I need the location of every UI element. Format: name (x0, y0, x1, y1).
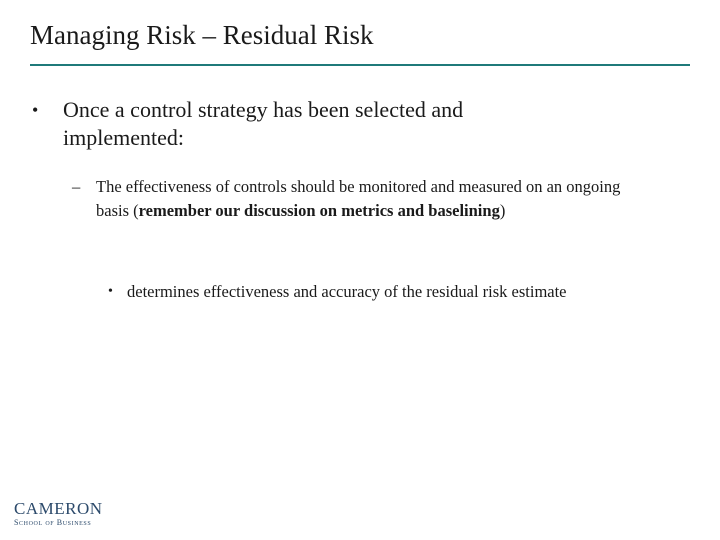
bullet-text-close: ) (499, 201, 506, 220)
bullet-marker: • (108, 284, 113, 299)
cameron-logo (14, 500, 114, 528)
bullet-text-bold: remember our discussion on metrics and baselining (138, 201, 500, 220)
logo-main-text: CAMERON (14, 499, 103, 518)
dash-marker: – (72, 177, 81, 196)
bullet-text-plain: The effectiveness of controls should be monitored and measured on an ongoing basis ( (96, 177, 621, 220)
bullet-text: Once a control strategy has been selected and implemented: (63, 97, 464, 150)
slide-title: Managing Risk – Residual Risk (30, 20, 374, 50)
bullet-level-3 (108, 280, 628, 304)
title-divider (30, 64, 690, 66)
bullet-text (96, 175, 632, 223)
logo-sub-text: School of Business (14, 518, 92, 527)
bullet-level-2 (72, 175, 632, 223)
bullet-marker: • (32, 100, 39, 120)
bullet-level-1 (32, 96, 552, 152)
bullet-text: determines effectiveness and accuracy of the residual risk estimate (127, 282, 567, 301)
